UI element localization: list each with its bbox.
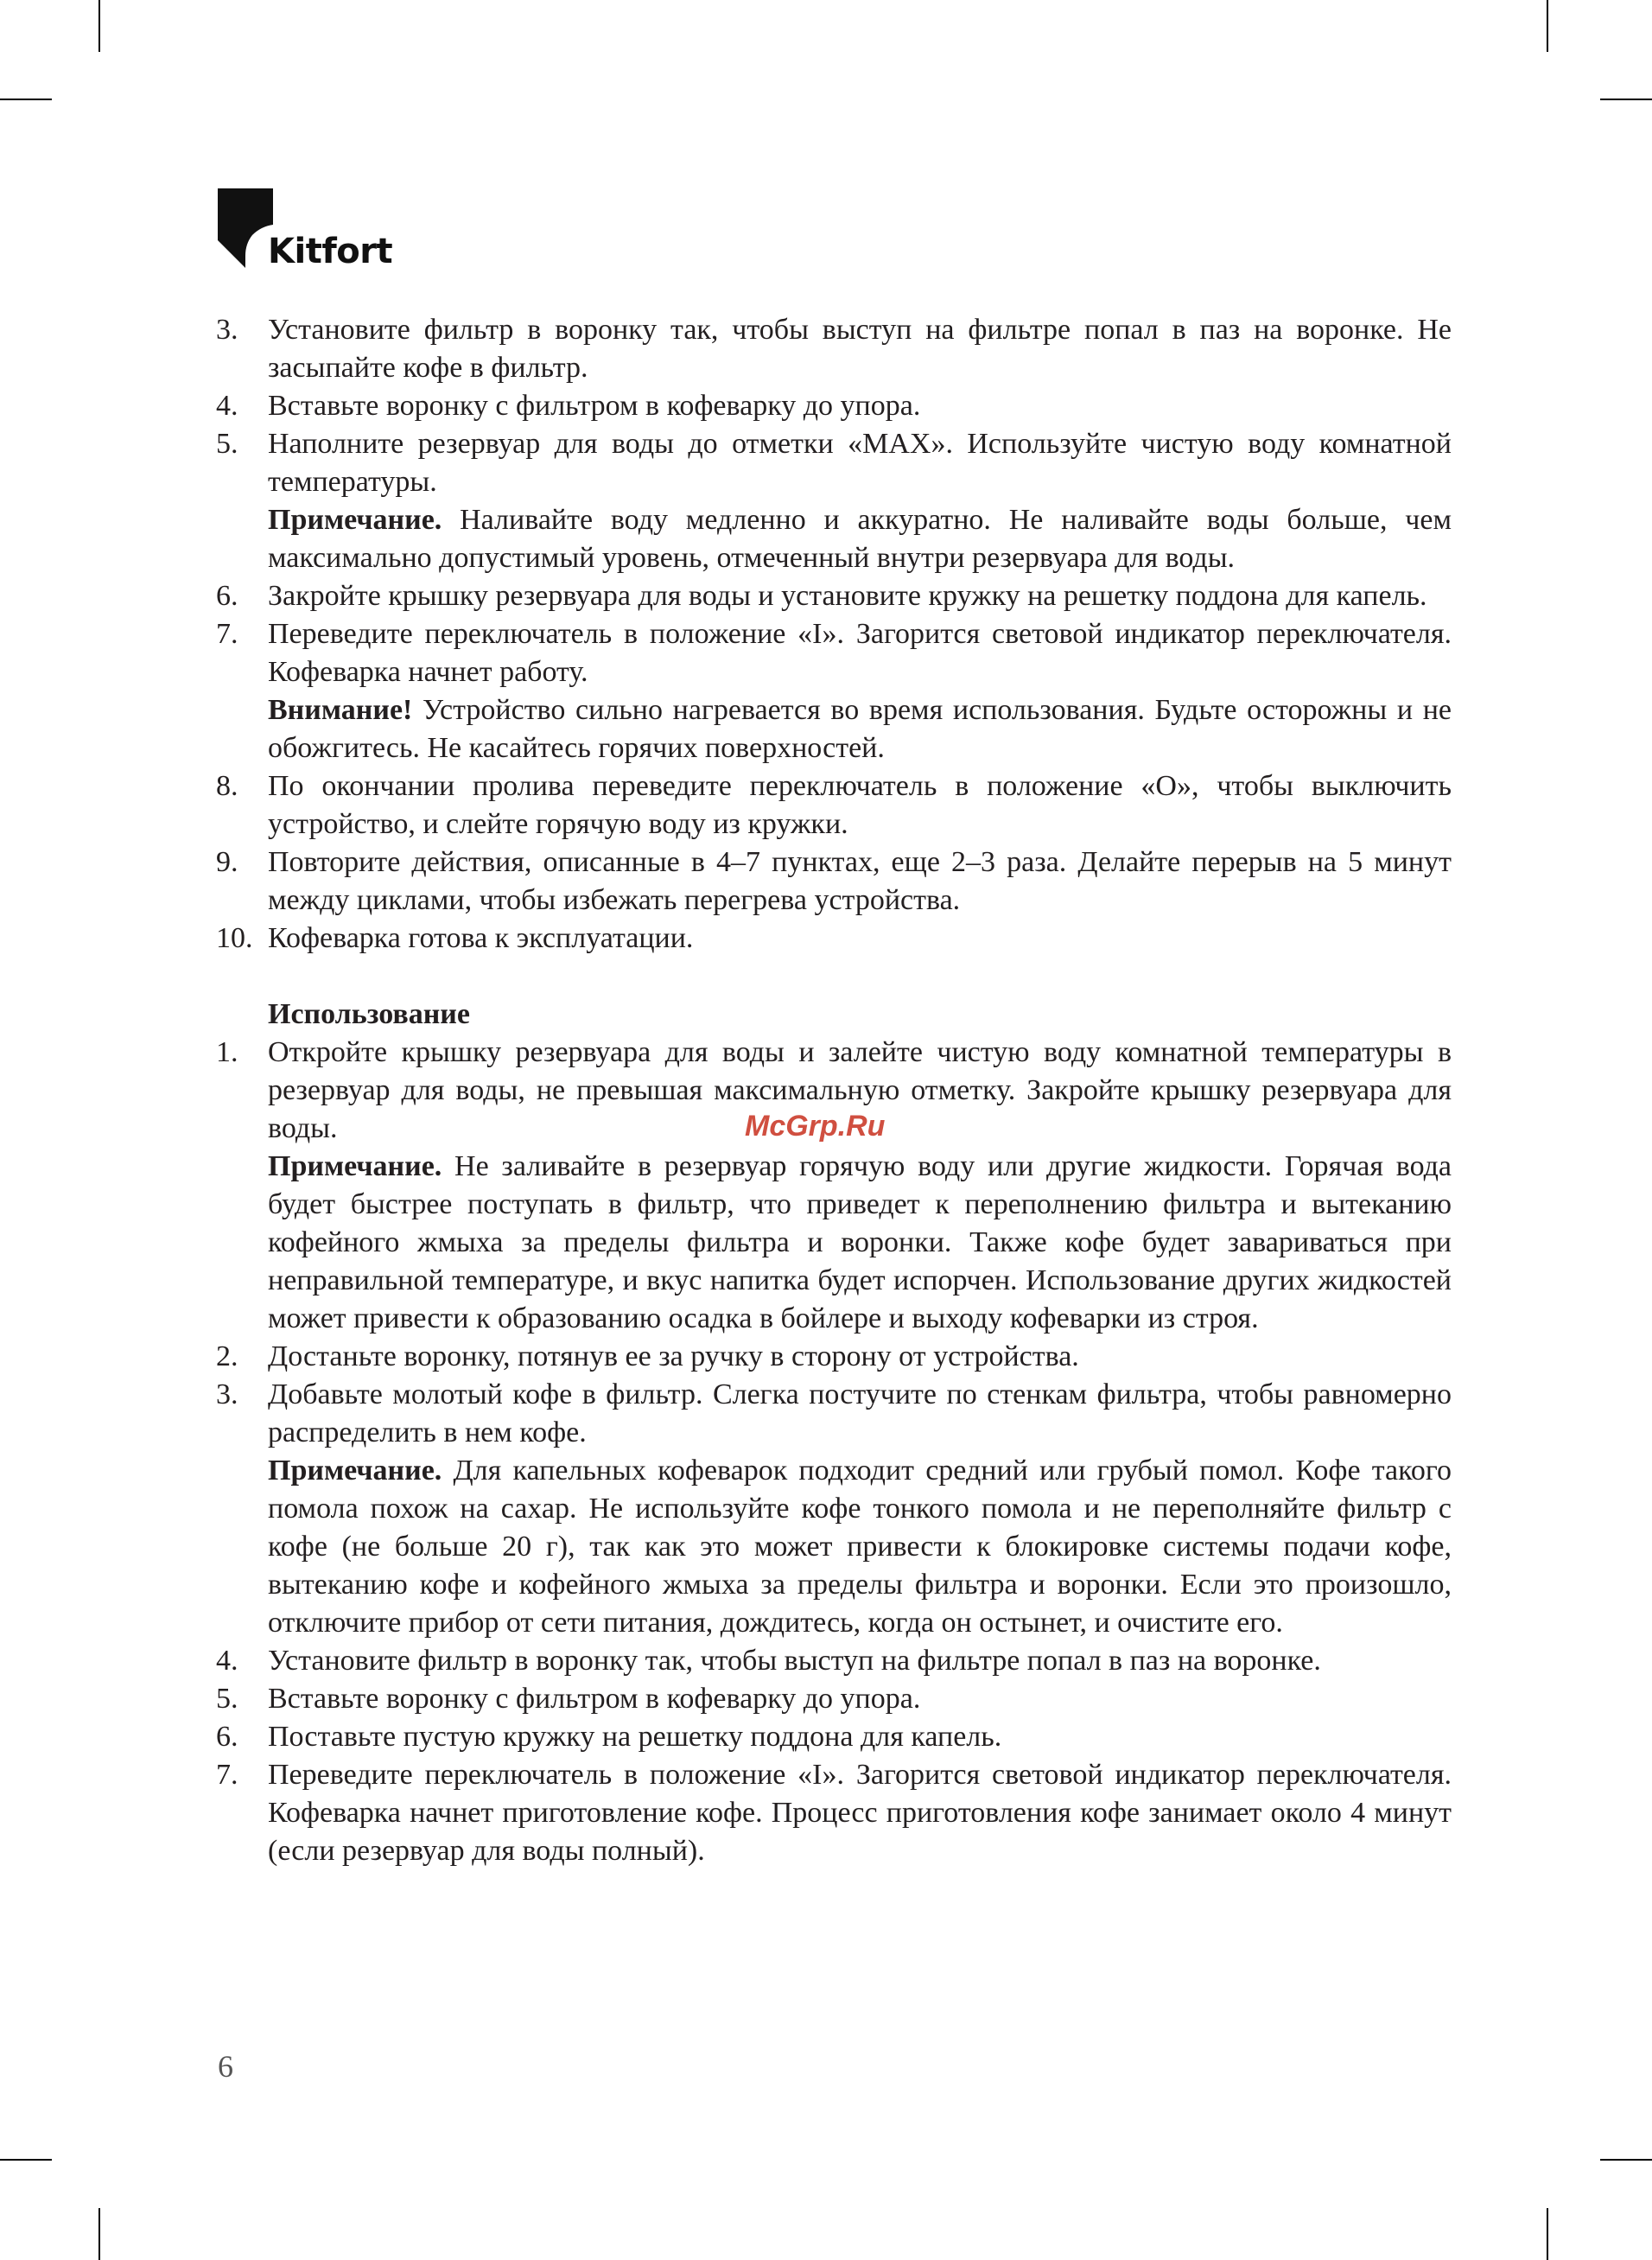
list-item — [216, 920, 1452, 958]
document-body — [216, 311, 1452, 1870]
item-number: 2. — [216, 1340, 238, 1372]
crop-mark — [1600, 2159, 1652, 2161]
warning-label: Внимание! — [268, 694, 413, 726]
crop-mark — [98, 2208, 100, 2260]
item-text: Закройте крышку резервуара для воды и установите кружку на решетку поддона для капель. — [268, 580, 1427, 612]
page-number: 6 — [218, 2049, 233, 2084]
item-text: Установите фильтр в воронку так, чтобы выступ на фильтре попал в паз на воронке. — [268, 1645, 1321, 1677]
warning-text: Устройство сильно нагревается во время использования. Будьте осторожны и не обожгитесь. Не касайтесь горячих поверхностей. — [268, 694, 1452, 764]
note-paragraph — [216, 1148, 1452, 1338]
item-text: Откройте крышку резервуара для воды и залейте чистую воду комнатной температуры в резервуар для воды, не превышая максимальную отметку. Закройте крышку резервуара для воды. — [268, 1036, 1452, 1144]
crop-mark — [1547, 2208, 1548, 2260]
item-number: 5. — [216, 428, 238, 460]
note-label: Примечание. — [268, 504, 442, 536]
brand-name: Kitfort — [268, 232, 393, 271]
list-item — [216, 387, 1452, 425]
item-text: Повторите действия, описанные в 4–7 пунктах, еще 2–3 раза. Делайте перерыв на 5 минут между циклами, чтобы избежать перегрева устройства. — [268, 846, 1452, 916]
note-label: Примечание. — [268, 1455, 442, 1487]
item-number: 3. — [216, 1378, 238, 1410]
list-item — [216, 577, 1452, 615]
list-item — [216, 311, 1452, 387]
item-number: 4. — [216, 1645, 238, 1677]
item-text: По окончании пролива переведите переключатель в положение «O», чтобы выключить устройство, и слейте горячую воду из кружки. — [268, 770, 1452, 840]
item-text: Вставьте воронку с фильтром в кофеварку до упора. — [268, 390, 921, 422]
list-item — [216, 1680, 1452, 1718]
crop-mark — [1547, 0, 1548, 52]
item-number: 6. — [216, 1721, 238, 1753]
note-text: Не заливайте в резервуар горячую воду или другие жидкости. Горячая вода будет быстрее поступать в фильтр, что приведет к переполнению фильтра и вытеканию кофейного жмыха за пределы фильтра и воронки. Также кофе будет завариваться при неправильной температуре, и вкус напитка будет испорчен. Использование других жидкостей может привести к образованию осадка в бойлере и выходу кофеварки из строя. — [268, 1150, 1452, 1334]
item-number: 3. — [216, 314, 238, 346]
item-text: Переведите переключатель в положение «I». Загорится световой индикатор переключателя. Кофеварка начнет работу. — [268, 618, 1452, 688]
item-number: 10. — [216, 922, 253, 954]
item-number: 9. — [216, 846, 238, 878]
item-text: Добавьте молотый кофе в фильтр. Слегка постучите по стенкам фильтра, чтобы равномерно распределить в нем кофе. — [268, 1378, 1452, 1448]
list-item — [216, 767, 1452, 844]
list-item — [216, 425, 1452, 501]
list-item — [216, 1338, 1452, 1376]
warning-paragraph — [216, 691, 1452, 767]
crop-mark — [1600, 99, 1652, 100]
kitfort-logo-icon — [218, 188, 273, 268]
note-label: Примечание. — [268, 1150, 442, 1182]
list-item — [216, 1642, 1452, 1680]
item-text: Наполните резервуар для воды до отметки «MAX». Используйте чистую воду комнатной температуры. — [268, 428, 1452, 498]
note-paragraph — [216, 1452, 1452, 1642]
item-number: 1. — [216, 1036, 238, 1068]
item-text: Вставьте воронку с фильтром в кофеварку до упора. — [268, 1683, 921, 1715]
crop-mark — [98, 0, 100, 52]
list-item — [216, 1756, 1452, 1870]
note-paragraph — [216, 501, 1452, 577]
list-item — [216, 1376, 1452, 1452]
watermark: McGrp.Ru — [745, 1110, 886, 1143]
note-text: Для капельных кофеварок подходит средний или грубый помол. Кофе такого помола похож на сахар. Не используйте кофе тонкого помола и не переполняйте фильтр с кофе (не больше 20 г), так как это может привести к блокировке системы подачи кофе, вытеканию кофе и кофейного жмыха за пределы фильтра и воронки. Если это произошло, отключите прибор от сети питания, дождитесь, когда он остынет, и очистите его. — [268, 1455, 1452, 1639]
crop-mark — [0, 2159, 52, 2161]
list-item — [216, 615, 1452, 691]
item-number: 8. — [216, 770, 238, 802]
item-text: Поставьте пустую кружку на решетку поддона для капель. — [268, 1721, 1002, 1753]
note-text: Наливайте воду медленно и аккуратно. Не наливайте воды больше, чем максимально допустимый уровень, отмеченный внутри резервуара для воды. — [268, 504, 1452, 574]
item-number: 7. — [216, 1759, 238, 1791]
item-text: Достаньте воронку, потянув ее за ручку в сторону от устройства. — [268, 1340, 1079, 1372]
item-number: 4. — [216, 390, 238, 422]
crop-mark — [0, 99, 52, 100]
list-item — [216, 1718, 1452, 1756]
item-text: Кофеварка готова к эксплуатации. — [268, 922, 694, 954]
item-text: Установите фильтр в воронку так, чтобы выступ на фильтре попал в паз на воронке. Не засыпайте кофе в фильтр. — [268, 314, 1452, 384]
section-heading: Использование — [268, 998, 470, 1030]
item-number: 6. — [216, 580, 238, 612]
item-number: 5. — [216, 1683, 238, 1715]
list-item — [216, 844, 1452, 920]
item-text: Переведите переключатель в положение «I». Загорится световой индикатор переключателя. Кофеварка начнет приготовление кофе. Процесс приготовления кофе занимает около 4 минут (если резервуар для воды полный). — [268, 1759, 1452, 1867]
item-number: 7. — [216, 618, 238, 650]
